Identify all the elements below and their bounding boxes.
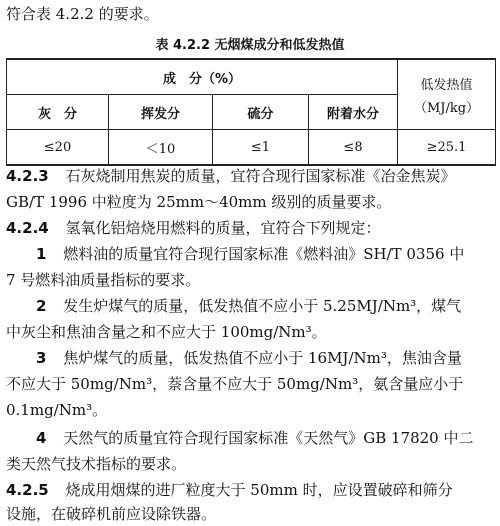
column-header-sulfur: 硫分: [213, 95, 309, 130]
composition-table: [6, 58, 496, 166]
item-text: 焦炉煤气的质量，低发热值不应小于 16MJ/Nm³，焦油含量: [63, 349, 462, 367]
item-3-cont: 不应大于 50mg/Nm³，萘含量不应大于 50mg/Nm³，氨含量应小于: [6, 375, 464, 393]
item-number: 3: [36, 349, 47, 367]
item-2: [36, 296, 461, 316]
item-text: 发生炉煤气的质量，低发热值不应小于 5.25MJ/Nm³，煤气: [63, 297, 462, 315]
composition-group-header: 成 分（%）: [7, 59, 398, 95]
item-2-cont: 中灰尘和焦油含量之和不应大于 100mg/Nm³。: [6, 323, 327, 341]
cell-volatile: ＜10: [109, 130, 213, 166]
clause-4-2-4: [6, 218, 381, 238]
cell-heat-value: ≥25.1: [398, 130, 496, 166]
item-3: [36, 348, 462, 368]
clause-number: 4.2.3: [6, 167, 49, 185]
clause-4-2-5: [6, 480, 453, 500]
cell-ash: ≤20: [7, 130, 109, 166]
column-header-volatile: 挥发分: [109, 95, 213, 130]
clause-4-2-3-cont: GB/T 1996 中粒度为 25mm～40mm 级别的质量要求。: [6, 193, 392, 211]
item-text: 燃料油的质量宜符合现行国家标准《燃料油》SH/T 0356 中: [63, 245, 465, 263]
heat-value-header-title: 低发热值: [420, 77, 473, 93]
item-1-cont: 7 号燃料油质量指标的要求。: [6, 271, 201, 289]
heat-value-header: [398, 59, 496, 130]
clause-text: 石灰烧制用焦炭的质量，宜符合现行国家标准《冶金焦炭》: [65, 167, 456, 185]
item-4-cont: 类天然气技术指标的要求。: [6, 455, 187, 473]
intro-line: 符合表 4.2.2 的要求。: [6, 5, 159, 23]
item-number: 4: [36, 429, 47, 447]
item-1: [36, 244, 464, 264]
heat-value-header-unit: （MJ/kg）: [413, 100, 480, 116]
clause-text: 烧成用烟煤的进厂粒度大于 50mm 时，应设置破碎和筛分: [65, 481, 453, 499]
column-header-ash: 灰 分: [7, 95, 109, 130]
table-caption: 表 4.2.2 无烟煤成分和低发热值: [155, 38, 345, 53]
column-header-moisture: 附着水分: [309, 95, 398, 130]
cell-sulfur: ≤1: [213, 130, 309, 166]
clause-text: 氢氧化铝焙烧用燃料的质量，宜符合下列规定：: [65, 219, 381, 237]
item-3-cont-2: 0.1mg/Nm³。: [6, 401, 108, 419]
item-4: [36, 428, 473, 448]
clause-4-2-3: [6, 166, 456, 186]
cell-moisture: ≤8: [309, 130, 398, 166]
item-text: 天然气的质量宜符合现行国家标准《天然气》GB 17820 中二: [63, 429, 474, 447]
clause-4-2-5-cont: 设施，在破碎机前应设除铁器。: [6, 505, 217, 523]
item-number: 1: [36, 245, 47, 263]
clause-number: 4.2.4: [6, 219, 49, 237]
clause-number: 4.2.5: [6, 481, 49, 499]
item-number: 2: [36, 297, 47, 315]
